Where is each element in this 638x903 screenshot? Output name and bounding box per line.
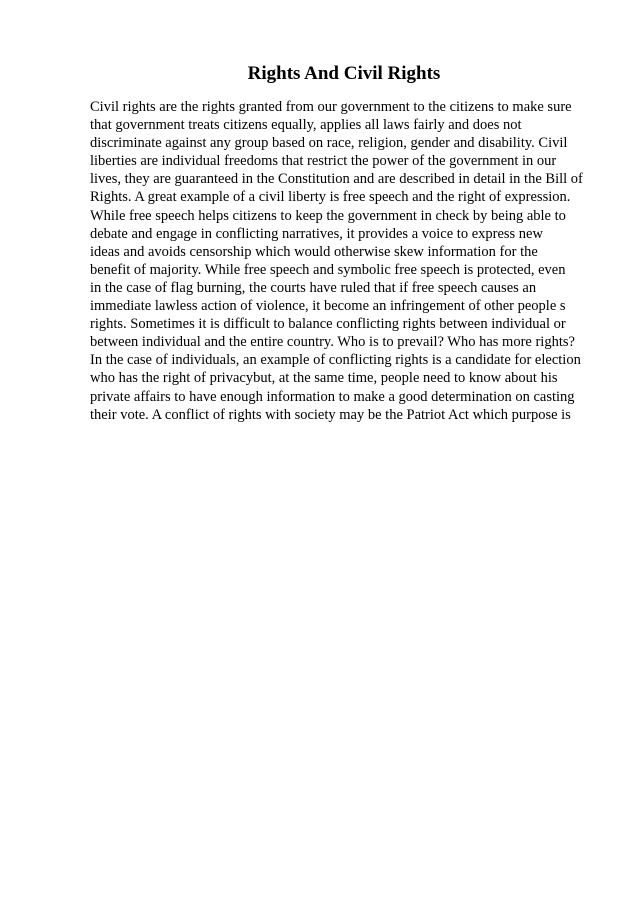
body-line: who has the right of privacybut, at the same time, people need to know about his [90,370,558,387]
body-line: their vote. A conflict of rights with society may be the Patriot Act which purpose is [90,406,571,423]
document-body [90,98,583,424]
body-line: Rights. A great example of a civil liberty is free speech and the right of expression. [90,189,571,206]
body-line: discriminate against any group based on race, religion, gender and disability. Civil [90,135,568,152]
body-line: rights. Sometimes it is difficult to balance conflicting rights between individual or [90,316,566,333]
document-title: Rights And Civil Rights [247,63,441,84]
body-line: private affairs to have enough information to make a good determination on casting [90,388,575,405]
body-line: In the case of individuals, an example of conflicting rights is a candidate for election [90,352,581,369]
body-line: in the case of flag burning, the courts have ruled that if free speech causes an [90,279,537,296]
body-line: between individual and the entire country. Who is to prevail? Who has more rights? [90,334,575,351]
body-line: that government treats citizens equally, applies all laws fairly and does not [90,117,522,134]
body-line: ideas and avoids censorship which would otherwise skew information for the [90,243,538,260]
body-line: benefit of majority. While free speech and symbolic free speech is protected, even [90,261,566,278]
body-line: lives, they are guaranteed in the Constitution and are described in detail in the Bill of [90,171,583,188]
body-line: debate and engage in conflicting narratives, it provides a voice to express new [90,225,543,242]
body-line: While free speech helps citizens to keep the government in check by being able to [90,207,566,224]
body-line: liberties are individual freedoms that restrict the power of the government in our [90,153,557,170]
body-line: Civil rights are the rights granted from our government to the citizens to make sure [90,99,572,115]
body-line: immediate lawless action of violence, it become an infringement of other people s [90,298,566,315]
